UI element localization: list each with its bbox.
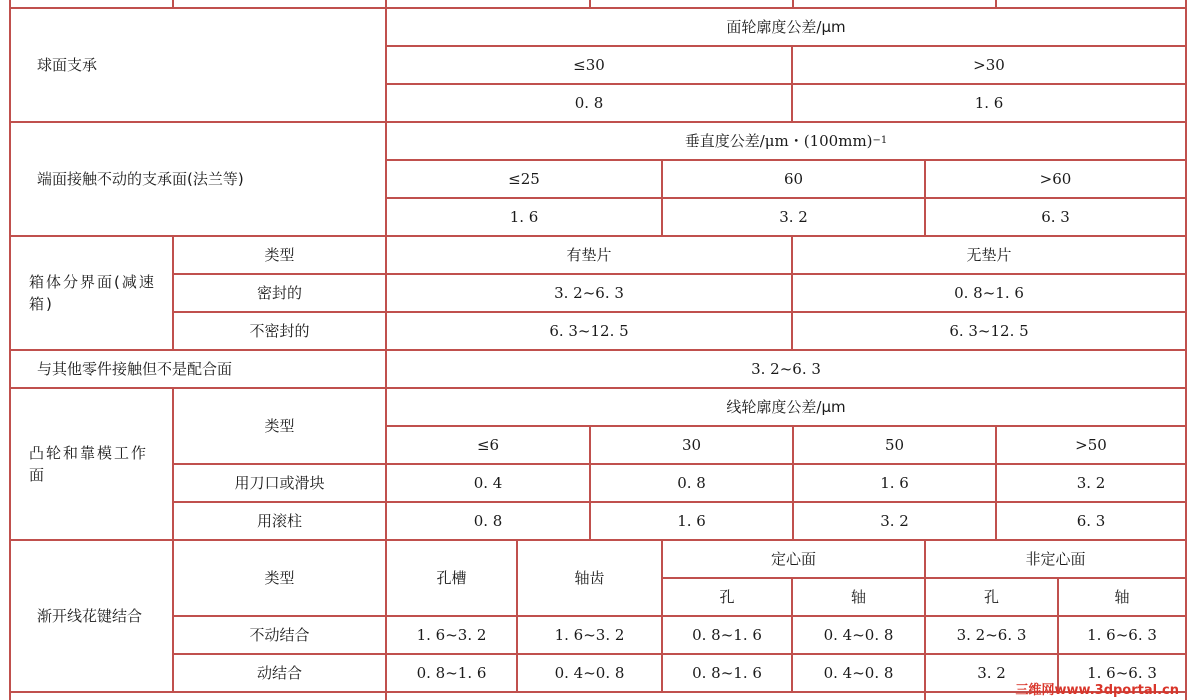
sealed-label: 密封的 (256, 284, 302, 302)
type-label: 类型 (264, 569, 295, 587)
value-cell: 6. 3~12. 5 (549, 322, 629, 340)
range-cell: ≤30 (573, 56, 605, 74)
value-cell: 0. 8 (574, 94, 604, 112)
row-label-cam: 凸轮和靠模工作面 (29, 444, 149, 484)
centering-header: 定心面 (770, 550, 816, 568)
hole-header: 孔 (983, 588, 999, 606)
without-gasket-header: 无垫片 (966, 246, 1012, 264)
value-cell: 1. 6~3. 2 (554, 626, 625, 644)
value-cell: 6. 3 (1076, 512, 1106, 530)
fixed-fit-label: 不动结合 (249, 626, 310, 644)
value-cell: 1. 6 (974, 94, 1004, 112)
value-cell: 3. 2 (779, 208, 808, 226)
value-cell: 3. 2~6. 3 (554, 284, 624, 302)
knife-slider-label: 用刀口或滑块 (234, 474, 325, 492)
perpendicularity-header-text: 垂直度公差/μm・(100mm) (684, 132, 873, 150)
value-cell: 3. 2~6. 3 (751, 360, 821, 378)
value-cell: 1. 6~6. 3 (1087, 626, 1157, 644)
perpendicularity-header: 垂直度公差/μm・(100mm) −1 (684, 132, 888, 150)
range-cell: 50 (884, 436, 905, 454)
range-cell: ≤6 (476, 436, 500, 454)
non-centering-header: 非定心面 (1025, 550, 1086, 568)
value-cell: 0. 8 (677, 474, 706, 492)
range-cell: 60 (783, 170, 804, 188)
profile-tolerance-header: 面轮廓度公差/μm (726, 18, 846, 36)
shaft-header: 轴 (850, 588, 866, 606)
type-label: 类型 (264, 246, 295, 264)
value-cell: 6. 3~12. 5 (949, 322, 1029, 340)
value-cell: 0. 8 (473, 512, 503, 530)
row-label-gearbox-split: 箱体分界面(减速箱) (29, 273, 156, 313)
shaft-tooth-header: 轴齿 (574, 569, 605, 587)
value-cell: 0. 4 (473, 474, 503, 492)
site-watermark: 三维网www.3dportal.cn (1015, 683, 1179, 698)
grid-line (9, 691, 1187, 693)
roller-label: 用滚柱 (256, 512, 302, 530)
with-gasket-header: 有垫片 (566, 246, 612, 264)
value-cell: 1. 6 (509, 208, 539, 226)
value-cell: 0. 4~0. 8 (554, 664, 625, 682)
hole-slot-header: 孔槽 (436, 569, 467, 587)
range-cell: >30 (973, 56, 1005, 74)
value-cell: 1. 6~3. 2 (416, 626, 487, 644)
value-cell: 0. 8~1. 6 (954, 284, 1024, 302)
value-cell: 0. 8~1. 6 (416, 664, 487, 682)
value-cell: 3. 2~6. 3 (956, 626, 1027, 644)
unsealed-label: 不密封的 (249, 322, 310, 340)
value-cell: 0. 8~1. 6 (692, 664, 762, 682)
value-cell: 6. 3 (1041, 208, 1070, 226)
row-label-non-mating: 与其他零件接触但不是配合面 (37, 360, 233, 378)
row-label-spline: 渐开线花键结合 (37, 607, 143, 625)
value-cell: 1. 6~6. 3 (1087, 664, 1157, 682)
row-label-spherical-support: 球面支承 (37, 56, 98, 74)
value-cell: 0. 4~0. 8 (823, 664, 894, 682)
shaft-header: 轴 (1114, 588, 1130, 606)
range-cell: >50 (1075, 436, 1107, 454)
type-label: 类型 (264, 417, 295, 435)
value-cell: 3. 2 (880, 512, 909, 530)
row-label-end-face-support: 端面接触不动的支承面(法兰等) (37, 170, 244, 188)
range-cell: 30 (681, 436, 702, 454)
value-cell: 3. 2 (977, 664, 1006, 682)
value-cell: 1. 6 (880, 474, 909, 492)
value-cell: 3. 2 (1076, 474, 1106, 492)
range-cell: ≤25 (508, 170, 540, 188)
line-profile-header: 线轮廓度公差/μm (726, 398, 846, 416)
value-cell: 1. 6 (677, 512, 706, 530)
value-cell: 0. 4~0. 8 (823, 626, 894, 644)
range-cell: >60 (1039, 170, 1072, 188)
hole-header: 孔 (719, 588, 735, 606)
value-cell: 0. 8~1. 6 (692, 626, 762, 644)
moving-fit-label: 动结合 (256, 664, 302, 682)
